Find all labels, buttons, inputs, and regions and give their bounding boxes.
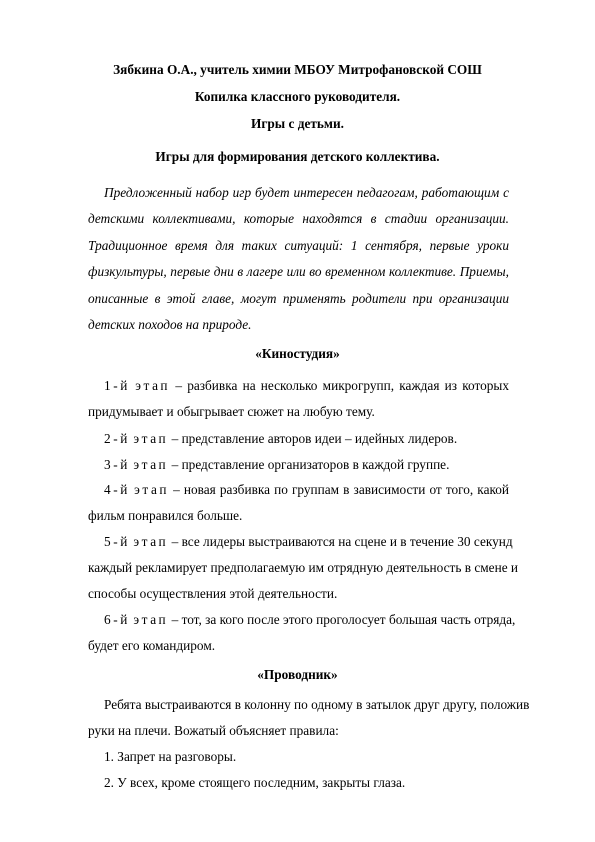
stage-3-line [104,457,449,473]
stage-text: – разбивка на несколько микрогрупп, каждая из которых [175,378,509,393]
stage-word: этап [133,431,169,446]
game2-intro-line: Ребята выстраиваются в колонну по одному в затылок друг другу, положив [104,697,530,712]
stage-word: этап [133,534,169,549]
stage-text: – новая разбивка по группам в зависимости от того, какой [173,482,510,497]
game-title-kinostudiya: «Киностудия» [255,346,340,361]
stage-word: этап [133,612,169,627]
stage-word: этап [133,457,169,472]
stage-4-cont: фильм понравился больше. [88,508,243,523]
game-title-provodnik: «Проводник» [257,667,338,682]
collection-title: Копилка классного руководителя. [194,89,401,104]
intro-line: физкультуры, первые дни в лагере или во временном коллективе. Приемы, [88,264,509,279]
topic-title: Игры с детьми. [251,116,344,131]
stage-5-cont: каждый рекламирует предполагаемую им отрядную деятельность в смене и [88,560,519,575]
stage-number: 6-й [104,612,130,627]
rule-item: 1. Запрет на разговоры. [104,749,237,764]
rule-item: 2. У всех, кроме стоящего последним, закрыты глаза. [104,775,406,790]
stage-5-line [104,534,513,550]
stage-word: этап [134,482,170,497]
stage-text: – представление организаторов в каждой группе. [171,457,450,472]
author-line: Зябкина О.А., учитель химии МБОУ Митрофановской СОШ [113,62,482,77]
intro-line: детскими коллективами, которые находятся в стадии организации. [88,211,509,226]
stage-number: 2-й [104,431,130,446]
stage-1-cont: придумывает и обыгрывает сюжет на любую тему. [88,404,375,419]
intro-line: описанные в этой главе, могут применять родители при организации [88,291,509,306]
stage-5-cont: способы осуществления этой деятельности. [88,586,338,601]
stage-text: – представление авторов идеи – идейных лидеров. [171,431,458,446]
stage-word: этап [135,378,171,393]
stage-1-line [104,378,509,394]
stage-text: – тот, за кого после этого проголосует большая часть отряда, [171,612,516,627]
stage-6-cont: будет его командиром. [88,638,216,653]
stage-text: – все лидеры выстраиваются на сцене и в течение 30 секунд [171,534,513,549]
intro-line: Традиционное время для таких ситуаций: 1 сентября, первые уроки [88,238,509,253]
stage-2-line [104,431,457,447]
stage-number: 1-й [104,378,130,393]
stage-number: 5-й [104,534,130,549]
section-subtitle: Игры для формирования детского коллектива. [155,149,440,164]
stage-6-line [104,612,516,628]
game2-intro-line: руки на плечи. Вожатый объясняет правила: [88,723,339,738]
intro-line: Предложенный набор игр будет интересен педагогам, работающим с [104,185,509,200]
stage-number: 4-й [104,482,130,497]
stage-4-line [104,482,509,498]
stage-number: 3-й [104,457,130,472]
intro-line: детских походов на природе. [88,317,252,332]
